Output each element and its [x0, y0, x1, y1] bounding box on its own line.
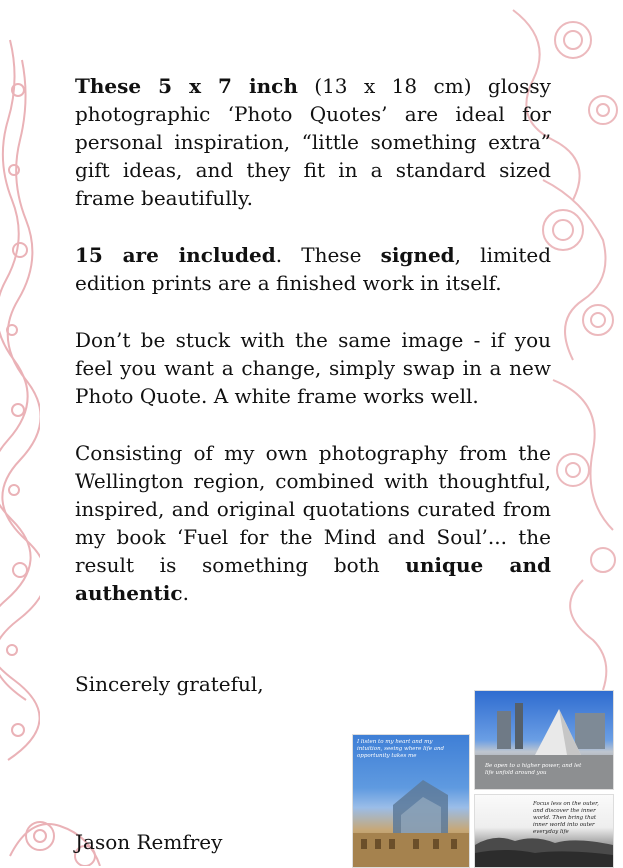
paragraph-size-info: [75, 72, 551, 212]
decorative-border-left: [0, 0, 40, 866]
body-text: [75, 72, 551, 636]
photo-quote-pyramid: [474, 690, 614, 790]
text: (13 x 18 cm) glossy photographic ‘Photo Quotes’ are ideal for personal inspiration, “little something extra” gift ideas, and they fit in a standard sized frame beautifully.: [75, 74, 551, 210]
bold-unique: unique and authentic: [75, 553, 551, 605]
text: . These: [275, 243, 381, 267]
bold-size: These 5 x 7 inch: [75, 74, 298, 98]
paragraph-swap: [75, 326, 551, 410]
bold-included: 15 are included: [75, 243, 276, 267]
text: , limited edition prints are a finished work in itself.: [75, 243, 551, 295]
photo-caption: Be open to a higher power, and let life unfold around you: [485, 763, 582, 776]
paragraph-included: [75, 241, 551, 297]
signature: Jason Remfrey: [75, 830, 223, 854]
text: .: [182, 581, 189, 605]
photo-quote-building: [352, 734, 470, 868]
signoff: Sincerely grateful,: [75, 672, 264, 696]
text: Don’t be stuck with the same image - if you feel you want a change, simply swap in a new Photo Quote. A white frame works well.: [75, 328, 551, 408]
photo-caption: I listen to my heart and my intuition, seeing where life and opportunity takes me: [357, 739, 445, 759]
photo-quote-coast: [474, 794, 614, 868]
photo-caption: Focus less on the outer, and discover the inner world. Then bring that inner world into outer everyday life: [533, 801, 599, 835]
text: Consisting of my own photography from the Wellington region, combined with thoughtful, inspired, and original quotations curated from my book ‘Fuel for the Mind and Soul’... the result is something both: [75, 441, 551, 577]
paragraph-photography: [75, 439, 551, 607]
bold-signed: signed: [380, 243, 455, 267]
